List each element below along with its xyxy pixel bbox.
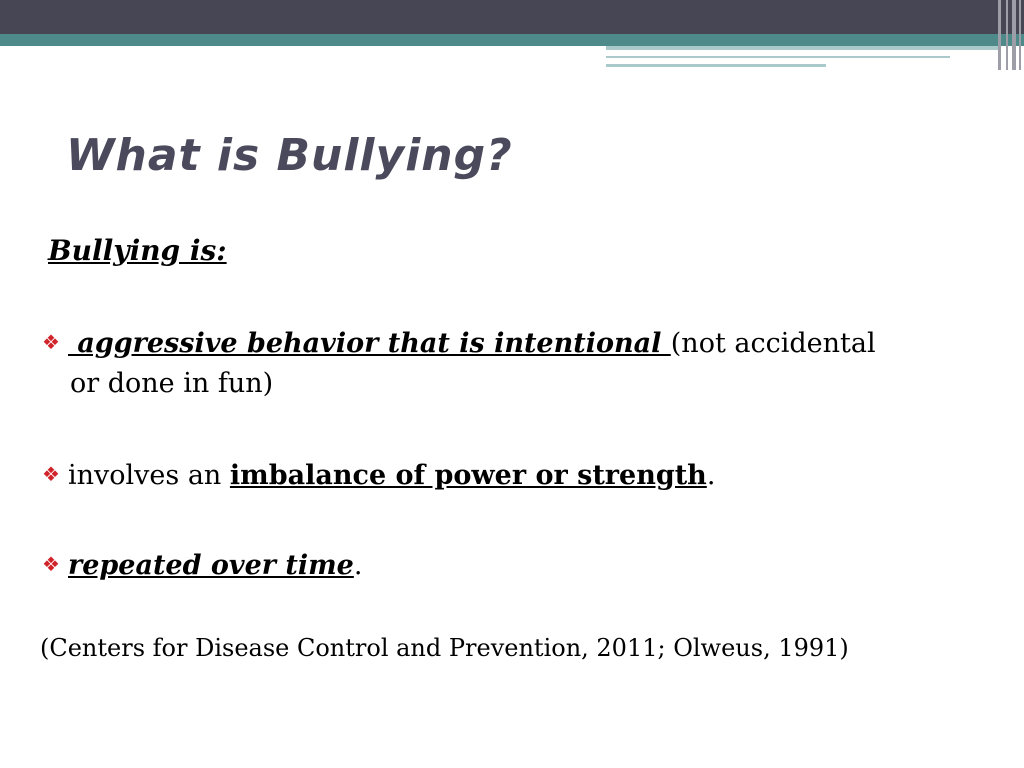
header-teal-band xyxy=(0,34,1024,46)
bullet-item xyxy=(42,544,900,586)
bullet-emphasis: imbalance of power or strength xyxy=(229,460,707,491)
header-edge-strip xyxy=(1012,0,1016,70)
diamond-bullet-icon: ❖ xyxy=(42,330,60,354)
bullet-item xyxy=(42,454,900,496)
header-edge-strip xyxy=(1019,0,1021,70)
header-accent-line xyxy=(606,64,826,67)
header-accent-line xyxy=(606,56,950,58)
citation: (Centers for Disease Control and Prevention, 2011; Olweus, 1991) xyxy=(40,634,849,662)
bullet-trail: (not accidental or done in fun) xyxy=(70,328,876,399)
intro-heading: Bullying is: xyxy=(48,234,227,267)
bullet-emphasis: repeated over time xyxy=(68,550,354,581)
diamond-bullet-icon: ❖ xyxy=(42,552,60,576)
header-edge-strip xyxy=(1006,0,1008,70)
bullet-trail: . xyxy=(353,550,363,581)
header-dark-band xyxy=(0,0,1024,34)
slide-title: What is Bullying? xyxy=(66,130,513,181)
bullet-item xyxy=(42,322,900,404)
diamond-bullet-icon: ❖ xyxy=(42,462,60,486)
bullet-trail: . xyxy=(706,460,716,491)
header-edge-strip xyxy=(998,0,1001,70)
bullet-lead: involves an xyxy=(68,460,230,491)
bullet-emphasis: aggressive behavior that is intentional xyxy=(68,328,671,359)
header-accent-line xyxy=(606,46,1000,50)
